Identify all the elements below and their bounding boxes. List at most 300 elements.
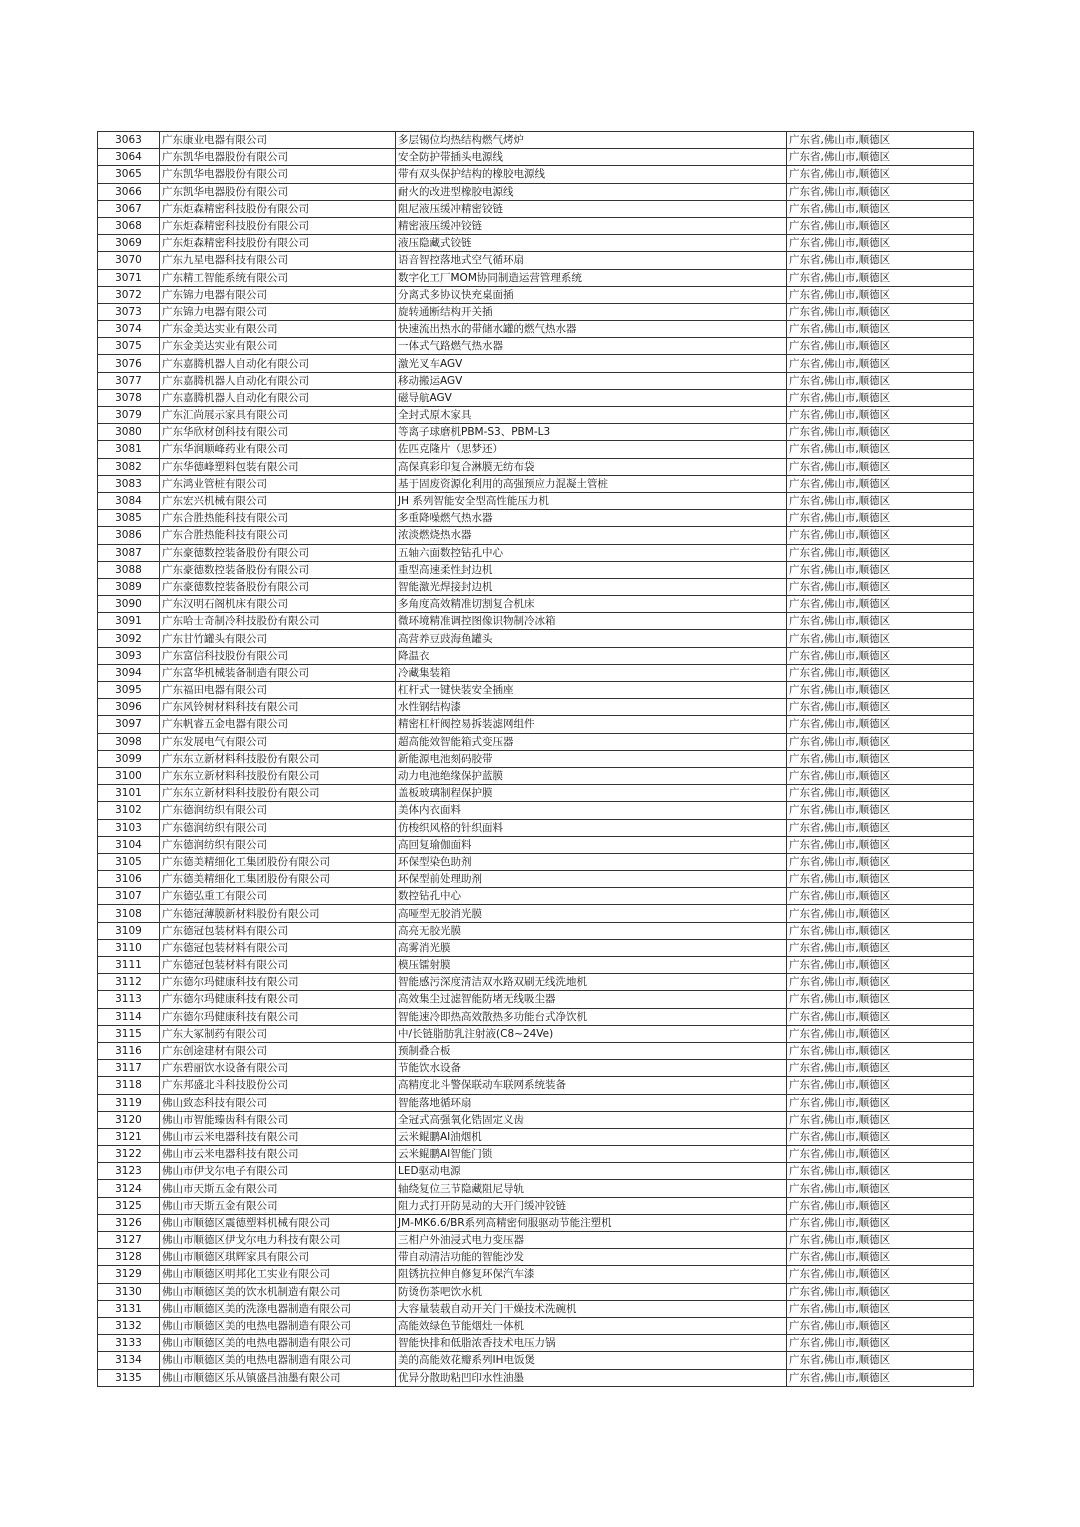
row-number-cell: 3121 <box>98 1128 160 1145</box>
table-row <box>98 458 974 475</box>
company-cell: 佛山市天斯五金有限公司 <box>160 1197 396 1214</box>
company-cell: 广东华润顺峰药业有限公司 <box>160 441 396 458</box>
table-body <box>98 132 974 1387</box>
company-cell: 广东金美达实业有限公司 <box>160 338 396 355</box>
region-cell: 广东省,佛山市,顺德区 <box>787 1283 974 1300</box>
region-cell: 广东省,佛山市,顺德区 <box>787 561 974 578</box>
table-row <box>98 372 974 389</box>
region-cell: 广东省,佛山市,顺德区 <box>787 939 974 956</box>
row-number-cell: 3112 <box>98 974 160 991</box>
row-number-cell: 3119 <box>98 1094 160 1111</box>
region-cell: 广东省,佛山市,顺德区 <box>787 1025 974 1042</box>
region-cell: 广东省,佛山市,顺德区 <box>787 372 974 389</box>
row-number-cell: 3093 <box>98 647 160 664</box>
row-number-cell: 3087 <box>98 544 160 561</box>
product-cell: 液压隐藏式铰链 <box>396 235 787 252</box>
company-cell: 广东德尔玛健康科技有限公司 <box>160 1008 396 1025</box>
table-row <box>98 1146 974 1163</box>
table-row <box>98 716 974 733</box>
product-cell: 智能快排和低脂浓香技术电压力锅 <box>396 1335 787 1352</box>
row-number-cell: 3105 <box>98 853 160 870</box>
table-row <box>98 1369 974 1386</box>
region-cell: 广东省,佛山市,顺德区 <box>787 132 974 149</box>
row-number-cell: 3108 <box>98 905 160 922</box>
row-number-cell: 3118 <box>98 1077 160 1094</box>
region-cell: 广东省,佛山市,顺德区 <box>787 750 974 767</box>
row-number-cell: 3083 <box>98 475 160 492</box>
product-cell: 动力电池绝缘保护蓝膜 <box>396 767 787 784</box>
company-cell: 广东锦力电器有限公司 <box>160 303 396 320</box>
region-cell: 广东省,佛山市,顺德区 <box>787 1042 974 1059</box>
region-cell: 广东省,佛山市,顺德区 <box>787 1317 974 1334</box>
company-cell: 广东邦盛北斗科技股份公司 <box>160 1077 396 1094</box>
company-cell: 广东东立新材料科技股份有限公司 <box>160 750 396 767</box>
region-cell: 广东省,佛山市,顺德区 <box>787 1094 974 1111</box>
company-cell: 广东德美精细化工集团股份有限公司 <box>160 853 396 870</box>
product-cell: 微环境精准调控图像识物制冷冰箱 <box>396 613 787 630</box>
company-cell: 广东嘉腾机器人自动化有限公司 <box>160 389 396 406</box>
region-cell: 广东省,佛山市,顺德区 <box>787 682 974 699</box>
region-cell: 广东省,佛山市,顺德区 <box>787 630 974 647</box>
product-cell: 云米鲲鹏AI智能门锁 <box>396 1146 787 1163</box>
product-cell: 分离式多协议快充桌面插 <box>396 286 787 303</box>
company-cell: 广东炬森精密科技股份有限公司 <box>160 235 396 252</box>
row-number-cell: 3065 <box>98 166 160 183</box>
company-cell: 广东创途建材有限公司 <box>160 1042 396 1059</box>
company-cell: 广东发展电气有限公司 <box>160 733 396 750</box>
product-cell: 高保真彩印复合淋膜无纺布袋 <box>396 458 787 475</box>
row-number-cell: 3135 <box>98 1369 160 1386</box>
table-row <box>98 596 974 613</box>
company-cell: 广东德冠包装材料有限公司 <box>160 957 396 974</box>
row-number-cell: 3099 <box>98 750 160 767</box>
company-cell: 广东凯华电器股份有限公司 <box>160 149 396 166</box>
table-row <box>98 819 974 836</box>
product-cell: 高能效绿色节能烟灶一体机 <box>396 1317 787 1334</box>
company-cell: 佛山市天斯五金有限公司 <box>160 1180 396 1197</box>
row-number-cell: 3074 <box>98 321 160 338</box>
company-cell: 广东华欣材创科技有限公司 <box>160 424 396 441</box>
company-cell: 广东德冠薄膜新材料股份有限公司 <box>160 905 396 922</box>
product-cell: 高效集尘过滤智能防堵无线吸尘器 <box>396 991 787 1008</box>
region-cell: 广东省,佛山市,顺德区 <box>787 1008 974 1025</box>
product-cell: 多重降噪燃气热水器 <box>396 510 787 527</box>
table-row <box>98 974 974 991</box>
product-cell: 智能感污深度清洁双水路双刷无线洗地机 <box>396 974 787 991</box>
row-number-cell: 3084 <box>98 492 160 509</box>
product-cell: 高亮无胶光膜 <box>396 922 787 939</box>
region-cell: 广东省,佛山市,顺德区 <box>787 217 974 234</box>
region-cell: 广东省,佛山市,顺德区 <box>787 1163 974 1180</box>
row-number-cell: 3082 <box>98 458 160 475</box>
table-row <box>98 613 974 630</box>
region-cell: 广东省,佛山市,顺德区 <box>787 321 974 338</box>
product-cell: 基于固废资源化利用的高强预应力混凝土管桩 <box>396 475 787 492</box>
table-row <box>98 1317 974 1334</box>
company-cell: 佛山市云米电器科技有限公司 <box>160 1146 396 1163</box>
row-number-cell: 3102 <box>98 802 160 819</box>
row-number-cell: 3067 <box>98 200 160 217</box>
row-number-cell: 3076 <box>98 355 160 372</box>
product-cell: 中/长链脂肪乳注射液(C8~24Ve) <box>396 1025 787 1042</box>
row-number-cell: 3129 <box>98 1266 160 1283</box>
row-number-cell: 3092 <box>98 630 160 647</box>
product-cell: 环保型染色助剂 <box>396 853 787 870</box>
company-cell: 广东汇尚展示家具有限公司 <box>160 407 396 424</box>
region-cell: 广东省,佛山市,顺德区 <box>787 716 974 733</box>
table-row <box>98 836 974 853</box>
product-cell: 激光叉车AGV <box>396 355 787 372</box>
table-row <box>98 785 974 802</box>
region-cell: 广东省,佛山市,顺德区 <box>787 1077 974 1094</box>
product-cell: 带有双头保护结构的橡胶电源线 <box>396 166 787 183</box>
table-row <box>98 1163 974 1180</box>
table-row <box>98 149 974 166</box>
table-row <box>98 475 974 492</box>
table-row <box>98 630 974 647</box>
row-number-cell: 3071 <box>98 269 160 286</box>
region-cell: 广东省,佛山市,顺德区 <box>787 389 974 406</box>
region-cell: 广东省,佛山市,顺德区 <box>787 1128 974 1145</box>
table-row <box>98 664 974 681</box>
row-number-cell: 3098 <box>98 733 160 750</box>
product-cell: 等离子球磨机PBM-S3、PBM-L3 <box>396 424 787 441</box>
table-row <box>98 578 974 595</box>
company-cell: 广东金美达实业有限公司 <box>160 321 396 338</box>
company-cell: 佛山市伊戈尔电子有限公司 <box>160 1163 396 1180</box>
company-cell: 广东福田电器有限公司 <box>160 682 396 699</box>
company-cell: 佛山市云米电器科技有限公司 <box>160 1128 396 1145</box>
product-cell: 盖板玻璃制程保护膜 <box>396 785 787 802</box>
region-cell: 广东省,佛山市,顺德区 <box>787 338 974 355</box>
table-row <box>98 682 974 699</box>
region-cell: 广东省,佛山市,顺德区 <box>787 1232 974 1249</box>
row-number-cell: 3096 <box>98 699 160 716</box>
table-row <box>98 1060 974 1077</box>
region-cell: 广东省,佛山市,顺德区 <box>787 286 974 303</box>
region-cell: 广东省,佛山市,顺德区 <box>787 596 974 613</box>
company-cell: 广东德润纺织有限公司 <box>160 836 396 853</box>
table-row <box>98 905 974 922</box>
table-row <box>98 269 974 286</box>
table-row <box>98 286 974 303</box>
row-number-cell: 3063 <box>98 132 160 149</box>
product-cell: 佐匹克隆片（思梦还） <box>396 441 787 458</box>
product-cell: 仿梭织风格的针织面料 <box>396 819 787 836</box>
table-row <box>98 166 974 183</box>
row-number-cell: 3128 <box>98 1249 160 1266</box>
table-row <box>98 939 974 956</box>
row-number-cell: 3106 <box>98 871 160 888</box>
table-row <box>98 1128 974 1145</box>
product-cell: 高营养豆豉海鱼罐头 <box>396 630 787 647</box>
table-row <box>98 853 974 870</box>
row-number-cell: 3110 <box>98 939 160 956</box>
table-row <box>98 733 974 750</box>
row-number-cell: 3116 <box>98 1042 160 1059</box>
row-number-cell: 3097 <box>98 716 160 733</box>
product-cell: 云米鲲鹏AI油烟机 <box>396 1128 787 1145</box>
row-number-cell: 3130 <box>98 1283 160 1300</box>
product-cell: 重型高速柔性封边机 <box>396 561 787 578</box>
product-cell: 精密液压缓冲铰链 <box>396 217 787 234</box>
region-cell: 广东省,佛山市,顺德区 <box>787 1369 974 1386</box>
region-cell: 广东省,佛山市,顺德区 <box>787 492 974 509</box>
table-row <box>98 871 974 888</box>
table-row <box>98 1300 974 1317</box>
product-cell: JM-MK6.6/BR系列高精密伺服驱动节能注塑机 <box>396 1214 787 1231</box>
company-cell: 佛山市顺德区美的洗涤电器制造有限公司 <box>160 1300 396 1317</box>
row-number-cell: 3122 <box>98 1146 160 1163</box>
company-cell: 广东炬森精密科技股份有限公司 <box>160 217 396 234</box>
product-cell: 优异分散助粘凹印水性油墨 <box>396 1369 787 1386</box>
row-number-cell: 3100 <box>98 767 160 784</box>
row-number-cell: 3134 <box>98 1352 160 1369</box>
product-cell: 阻锈抗拉伸自修复环保汽车漆 <box>396 1266 787 1283</box>
table-row <box>98 217 974 234</box>
table-row <box>98 441 974 458</box>
table-row <box>98 1283 974 1300</box>
region-cell: 广东省,佛山市,顺德区 <box>787 183 974 200</box>
company-cell: 广东德润纺织有限公司 <box>160 802 396 819</box>
region-cell: 广东省,佛山市,顺德区 <box>787 664 974 681</box>
row-number-cell: 3095 <box>98 682 160 699</box>
table-row <box>98 132 974 149</box>
region-cell: 广东省,佛山市,顺德区 <box>787 785 974 802</box>
company-cell: 广东哈士奇制冷科技股份有限公司 <box>160 613 396 630</box>
table-row <box>98 1335 974 1352</box>
product-cell: 旋转通断结构开关插 <box>396 303 787 320</box>
company-cell: 佛山致态科技有限公司 <box>160 1094 396 1111</box>
company-cell: 广东鸿业管桩有限公司 <box>160 475 396 492</box>
company-cell: 广东康业电器有限公司 <box>160 132 396 149</box>
table-row <box>98 183 974 200</box>
table-row <box>98 1094 974 1111</box>
region-cell: 广东省,佛山市,顺德区 <box>787 1249 974 1266</box>
product-cell: 智能速冷即热高效散热多功能台式净饮机 <box>396 1008 787 1025</box>
table-row <box>98 1008 974 1025</box>
table-row <box>98 544 974 561</box>
region-cell: 广东省,佛山市,顺德区 <box>787 1300 974 1317</box>
row-number-cell: 3104 <box>98 836 160 853</box>
company-cell: 佛山市顺德区美的电热电器制造有限公司 <box>160 1335 396 1352</box>
product-cell: 阻力式打开防晃动的大开门缓冲铰链 <box>396 1197 787 1214</box>
region-cell: 广东省,佛山市,顺德区 <box>787 1180 974 1197</box>
company-cell: 广东汉明石阁机床有限公司 <box>160 596 396 613</box>
table-row <box>98 1180 974 1197</box>
product-cell: 安全防护带插头电源线 <box>396 149 787 166</box>
region-cell: 广东省,佛山市,顺德区 <box>787 355 974 372</box>
table-row <box>98 510 974 527</box>
company-cell: 广东德弘重工有限公司 <box>160 888 396 905</box>
company-cell: 广东宏兴机械有限公司 <box>160 492 396 509</box>
table-row <box>98 252 974 269</box>
row-number-cell: 3075 <box>98 338 160 355</box>
table-row <box>98 424 974 441</box>
table-row <box>98 407 974 424</box>
region-cell: 广东省,佛山市,顺德区 <box>787 871 974 888</box>
region-cell: 广东省,佛山市,顺德区 <box>787 733 974 750</box>
region-cell: 广东省,佛山市,顺德区 <box>787 922 974 939</box>
product-cell: 语音智控落地式空气循环扇 <box>396 252 787 269</box>
table-row <box>98 492 974 509</box>
company-cell: 佛山市顺德区震德塑料机械有限公司 <box>160 1214 396 1231</box>
company-cell: 广东甘竹罐头有限公司 <box>160 630 396 647</box>
product-cell: 高回复瑜伽面料 <box>396 836 787 853</box>
row-number-cell: 3103 <box>98 819 160 836</box>
product-cell: 智能激光焊接封边机 <box>396 578 787 595</box>
row-number-cell: 3079 <box>98 407 160 424</box>
row-number-cell: 3064 <box>98 149 160 166</box>
table-row <box>98 991 974 1008</box>
product-cell: 美的高能效花瓣系列IH电饭煲 <box>396 1352 787 1369</box>
company-cell: 广东东立新材料科技股份有限公司 <box>160 767 396 784</box>
company-cell: 广东富华机械装备制造有限公司 <box>160 664 396 681</box>
product-cell: 节能饮水设备 <box>396 1060 787 1077</box>
row-number-cell: 3117 <box>98 1060 160 1077</box>
region-cell: 广东省,佛山市,顺德区 <box>787 957 974 974</box>
company-cell: 广东富信科技股份有限公司 <box>160 647 396 664</box>
row-number-cell: 3070 <box>98 252 160 269</box>
table-row <box>98 303 974 320</box>
company-cell: 广东嘉腾机器人自动化有限公司 <box>160 355 396 372</box>
region-cell: 广东省,佛山市,顺德区 <box>787 441 974 458</box>
row-number-cell: 3109 <box>98 922 160 939</box>
row-number-cell: 3126 <box>98 1214 160 1231</box>
table-row <box>98 922 974 939</box>
product-cell: 超高能效智能箱式变压器 <box>396 733 787 750</box>
company-cell: 广东德润纺织有限公司 <box>160 819 396 836</box>
product-cell: 降温衣 <box>396 647 787 664</box>
company-cell: 广东合胜热能科技有限公司 <box>160 527 396 544</box>
region-cell: 广东省,佛山市,顺德区 <box>787 1060 974 1077</box>
row-number-cell: 3081 <box>98 441 160 458</box>
row-number-cell: 3089 <box>98 578 160 595</box>
row-number-cell: 3091 <box>98 613 160 630</box>
table-row <box>98 750 974 767</box>
table-row <box>98 338 974 355</box>
product-cell: 耐火的改进型橡胶电源线 <box>396 183 787 200</box>
product-cell: 阻尼液压缓冲精密铰链 <box>396 200 787 217</box>
region-cell: 广东省,佛山市,顺德区 <box>787 475 974 492</box>
region-cell: 广东省,佛山市,顺德区 <box>787 991 974 1008</box>
table-row <box>98 527 974 544</box>
region-cell: 广东省,佛山市,顺德区 <box>787 252 974 269</box>
region-cell: 广东省,佛山市,顺德区 <box>787 458 974 475</box>
product-cell: 三相户外油浸式电力变压器 <box>396 1232 787 1249</box>
company-cell: 广东帆睿五金电器有限公司 <box>160 716 396 733</box>
company-cell: 佛山市顺德区乐从镇盛昌油墨有限公司 <box>160 1369 396 1386</box>
company-cell: 广东豪德数控装备股份有限公司 <box>160 578 396 595</box>
region-cell: 广东省,佛山市,顺德区 <box>787 1266 974 1283</box>
region-cell: 广东省,佛山市,顺德区 <box>787 166 974 183</box>
company-cell: 广东豪德数控装备股份有限公司 <box>160 544 396 561</box>
row-number-cell: 3066 <box>98 183 160 200</box>
region-cell: 广东省,佛山市,顺德区 <box>787 853 974 870</box>
product-cell: 防烫伤茶吧饮水机 <box>396 1283 787 1300</box>
row-number-cell: 3131 <box>98 1300 160 1317</box>
company-cell: 广东合胜热能科技有限公司 <box>160 510 396 527</box>
product-cell: 美体内衣面料 <box>396 802 787 819</box>
table-row <box>98 767 974 784</box>
table-row <box>98 321 974 338</box>
row-number-cell: 3085 <box>98 510 160 527</box>
table-row <box>98 235 974 252</box>
row-number-cell: 3133 <box>98 1335 160 1352</box>
table-row <box>98 647 974 664</box>
product-cell: 模压镭射膜 <box>396 957 787 974</box>
row-number-cell: 3077 <box>98 372 160 389</box>
row-number-cell: 3132 <box>98 1317 160 1334</box>
row-number-cell: 3069 <box>98 235 160 252</box>
company-cell: 广东风铃树材料科技有限公司 <box>160 699 396 716</box>
product-cell: 精密杠杆阀控易拆装滤网组件 <box>396 716 787 733</box>
table-row <box>98 1197 974 1214</box>
region-cell: 广东省,佛山市,顺德区 <box>787 647 974 664</box>
region-cell: 广东省,佛山市,顺德区 <box>787 149 974 166</box>
row-number-cell: 3113 <box>98 991 160 1008</box>
product-cell: 移动搬运AGV <box>396 372 787 389</box>
row-number-cell: 3124 <box>98 1180 160 1197</box>
product-list-table <box>97 131 974 1387</box>
region-cell: 广东省,佛山市,顺德区 <box>787 613 974 630</box>
table-row <box>98 802 974 819</box>
table-row <box>98 1025 974 1042</box>
company-cell: 广东德冠包装材料有限公司 <box>160 939 396 956</box>
region-cell: 广东省,佛山市,顺德区 <box>787 974 974 991</box>
product-cell: 一体式气路燃气热水器 <box>396 338 787 355</box>
product-cell: 多层锡位均热结构燃气烤炉 <box>396 132 787 149</box>
company-cell: 广东德冠包装材料有限公司 <box>160 922 396 939</box>
row-number-cell: 3107 <box>98 888 160 905</box>
product-cell: 智能落地循环扇 <box>396 1094 787 1111</box>
company-cell: 广东东立新材料科技股份有限公司 <box>160 785 396 802</box>
product-cell: LED驱动电源 <box>396 1163 787 1180</box>
region-cell: 广东省,佛山市,顺德区 <box>787 767 974 784</box>
region-cell: 广东省,佛山市,顺德区 <box>787 802 974 819</box>
company-cell: 佛山市顺德区美的饮水机制造有限公司 <box>160 1283 396 1300</box>
company-cell: 佛山市顺德区美的电热电器制造有限公司 <box>160 1317 396 1334</box>
region-cell: 广东省,佛山市,顺德区 <box>787 905 974 922</box>
row-number-cell: 3115 <box>98 1025 160 1042</box>
region-cell: 广东省,佛山市,顺德区 <box>787 1146 974 1163</box>
row-number-cell: 3111 <box>98 957 160 974</box>
product-cell: 高精度北斗警保联动车联网系统装备 <box>396 1077 787 1094</box>
region-cell: 广东省,佛山市,顺德区 <box>787 699 974 716</box>
region-cell: 广东省,佛山市,顺德区 <box>787 424 974 441</box>
row-number-cell: 3123 <box>98 1163 160 1180</box>
region-cell: 广东省,佛山市,顺德区 <box>787 510 974 527</box>
table-row <box>98 888 974 905</box>
row-number-cell: 3072 <box>98 286 160 303</box>
company-cell: 广东炬森精密科技股份有限公司 <box>160 200 396 217</box>
product-cell: 大容量装载自动开关门干燥技术洗碗机 <box>396 1300 787 1317</box>
table-row <box>98 1111 974 1128</box>
product-cell: 数控钻孔中心 <box>396 888 787 905</box>
product-cell: 冷藏集装箱 <box>396 664 787 681</box>
company-cell: 广东锦力电器有限公司 <box>160 286 396 303</box>
region-cell: 广东省,佛山市,顺德区 <box>787 888 974 905</box>
region-cell: 广东省,佛山市,顺德区 <box>787 1111 974 1128</box>
product-cell: 五轴六面数控钻孔中心 <box>396 544 787 561</box>
product-cell: 快速流出热水的带储水罐的燃气热水器 <box>396 321 787 338</box>
region-cell: 广东省,佛山市,顺德区 <box>787 544 974 561</box>
product-cell: 高哑型无胶消光膜 <box>396 905 787 922</box>
product-cell: 浓淡燃烧热水器 <box>396 527 787 544</box>
row-number-cell: 3090 <box>98 596 160 613</box>
company-cell: 广东华德峰塑料包装有限公司 <box>160 458 396 475</box>
table-row <box>98 1266 974 1283</box>
